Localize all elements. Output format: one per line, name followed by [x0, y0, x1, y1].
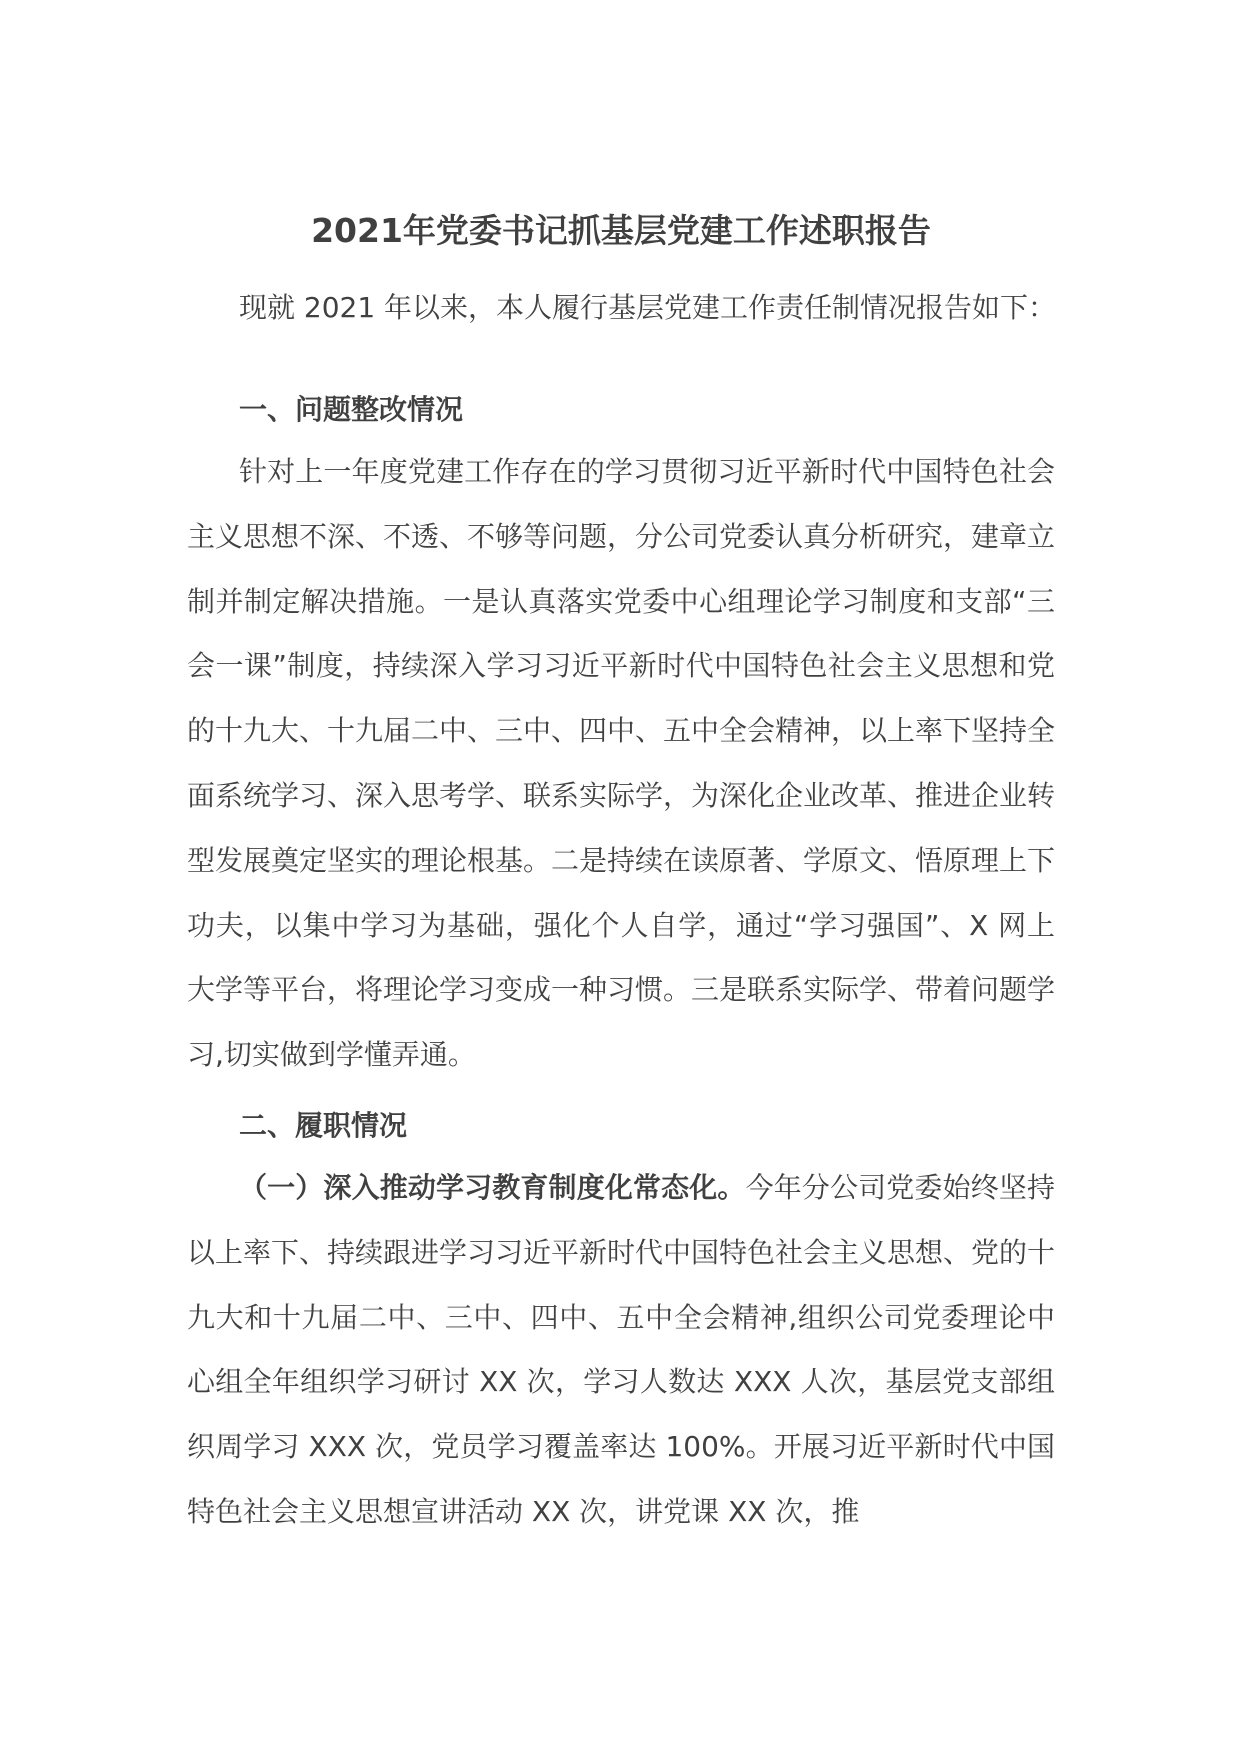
section-2-heading: 二、履职情况	[239, 1109, 408, 1142]
section-1-paragraph: 针对上一年度党建工作存在的学习贯彻习近平新时代中国特色社会主义思想不深、不透、不够等问题，分公司党委认真分析研究，建章立制并制定解决措施。一是认真落实党委中心组理论学习制度和支部“三会一课”制度，持续深入学习习近平新时代中国特色社会主义思想和党的十九大、十九届二中、三中、四中、五中全会精神，以上率下坚持全面系统学习、深入思考学、联系实际学，为深化企业改革、推进企业转型发展奠定坚实的理论根基。二是持续在读原著、学原文、悟原理上下功夫，以集中学习为基础，强化个人自学，通过“学习强国”、X 网上大学等平台，将理论学习变成一种习惯。三是联系实际学、带着问题学习,切实做到学懂弄通。	[187, 455, 1056, 1072]
subsection-1-text: 今年分公司党委始终坚持以上率下、持续跟进学习习近平新时代中国特色社会主义思想、党的十九大和十九届二中、三中、四中、五中全会精神,组织公司党委理论中心组全年组织学习研讨 XX 次，学习人数达 XXX 人次，基层党支部组织周学习 XXX 次，党员学习覆盖率达 100%。开展习近平新时代中国特色社会主义思想宣讲活动 XX 次，讲党课 XX 次，推	[187, 1171, 1056, 1528]
section-1-heading: 一、问题整改情况	[239, 393, 464, 426]
intro-paragraph: 现就 2021 年以来，本人履行基层党建工作责任制情况报告如下：	[239, 291, 1057, 324]
section-2-paragraph	[187, 1156, 1055, 1545]
document-title: 2021年党委书记抓基层党建工作述职报告	[311, 211, 931, 250]
subsection-1-heading: （一）深入推动学习教育制度化常态化。	[239, 1171, 746, 1204]
